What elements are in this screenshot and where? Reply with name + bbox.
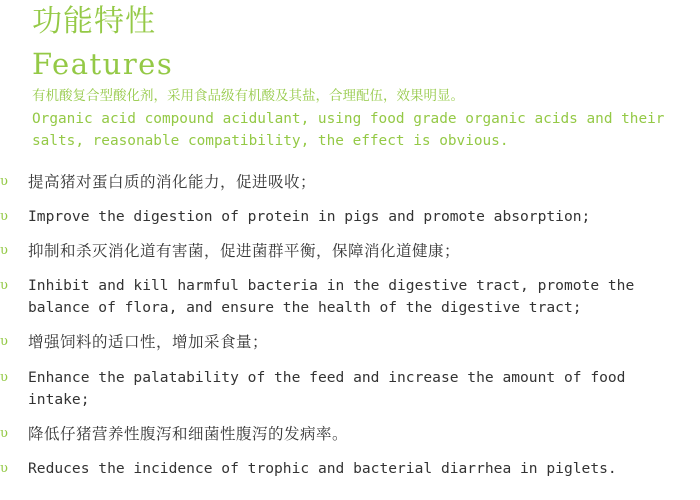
intro-cn: 有机酸复合型酸化剂，采用食品级有机酸及其盐，合理配伍，效果明显。 — [32, 88, 464, 104]
title-cn: 功能特性 — [32, 4, 156, 39]
bullet-icon: υ — [0, 174, 8, 189]
bullet-icon: υ — [0, 461, 8, 476]
feature-text: 增强饲料的适口性，增加采食量； — [28, 333, 269, 351]
feature-text: Improve the digestion of protein in pigs and promote absorption; — [28, 208, 591, 225]
feature-text: 降低仔猪营养性腹泻和细菌性腹泻的发病率。 — [28, 425, 349, 443]
feature-text: Inhibit and kill harmful bacteria in the digestive tract, promote the balance of flora, and ensure the health of the digestive tract; — [28, 277, 635, 316]
intro-en: Organic acid compound acidulant, using food grade organic acids and their salts, reasonable compatibility, the effect is obvious. — [32, 111, 665, 149]
bullet-icon: υ — [0, 334, 8, 349]
bullet-icon: υ — [0, 209, 8, 224]
feature-text: 抑制和杀灭消化道有害菌，促进菌群平衡，保障消化道健康； — [28, 242, 461, 260]
feature-text: Enhance the palatability of the feed and increase the amount of food intake; — [28, 369, 626, 408]
bullet-icon: υ — [0, 426, 8, 441]
title-en: Features — [32, 47, 174, 81]
bullet-icon: υ — [0, 243, 8, 258]
feature-text: 提高猪对蛋白质的消化能力，促进吸收； — [28, 173, 317, 191]
bullet-icon: υ — [0, 370, 8, 385]
bullet-icon: υ — [0, 278, 8, 293]
feature-text: Reduces the incidence of trophic and bacterial diarrhea in piglets. — [28, 460, 617, 477]
